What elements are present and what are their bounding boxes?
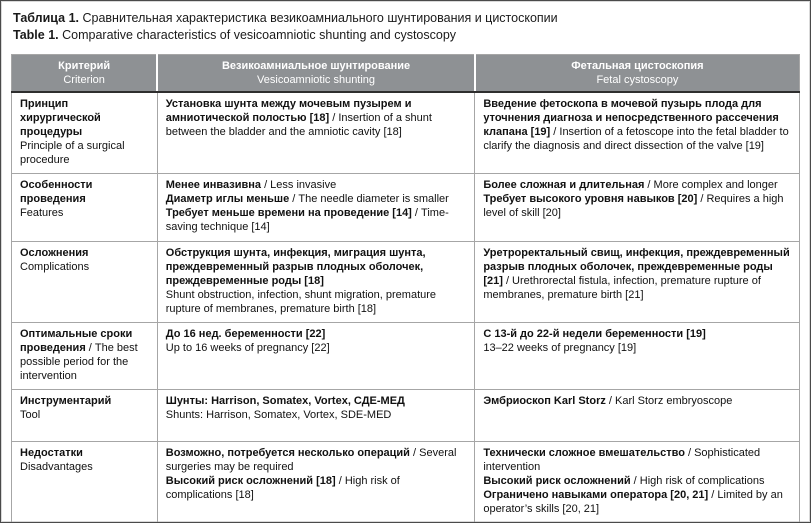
comparison-table — [11, 54, 800, 523]
cell-line: С 13-й до 22-й недели беременности [19] — [483, 327, 706, 340]
cell-vesicoamniotic-shunting — [157, 173, 475, 241]
cell-fetal-cystoscopy — [475, 241, 800, 322]
cell-line: Tool — [20, 408, 41, 421]
cell-vesicoamniotic-shunting — [157, 322, 475, 389]
cell-line: Установка шунта между мочевым пузырем и амниотической полостью [18] / Insertion of a shunt between the bladder and the amniotic cavity [18] — [165, 98, 432, 139]
cell-criterion — [12, 441, 158, 522]
header-cell-fetal-cystoscopy — [475, 54, 800, 92]
cell-vesicoamniotic-shunting — [157, 241, 475, 322]
cell-line: Особенности проведения — [20, 178, 93, 205]
cell-line: Features — [20, 206, 64, 219]
cell-vesicoamniotic-shunting — [157, 441, 475, 522]
header-cell-vesicoamniotic-shunting — [157, 54, 475, 92]
cell-criterion — [12, 322, 158, 389]
header-cystoscopy-ru: Фетальная цистоскопия — [571, 59, 704, 72]
header-cystoscopy-en: Fetal cystoscopy — [596, 73, 679, 86]
cell-fetal-cystoscopy — [475, 322, 800, 389]
caption-line-ru — [13, 10, 800, 27]
cell-criterion — [12, 389, 158, 441]
cell-line: Технически сложное вмешательство / Sophisticated intervention — [483, 446, 761, 473]
cell-line: 13–22 weeks of pregnancy [19] — [483, 341, 637, 354]
cell-fetal-cystoscopy — [475, 441, 800, 522]
cell-line: Диаметр иглы меньше / The needle diameter is smaller — [165, 192, 449, 205]
cell-line: Up to 16 weeks of pregnancy [22] — [165, 341, 330, 354]
table-row — [12, 92, 800, 173]
cell-line: Ограничено навыками оператора [20, 21] / Limited by an operator’s skills [20, 21] — [483, 488, 783, 515]
caption-line-en — [13, 27, 800, 44]
cell-line: Principle of a surgical procedure — [20, 140, 125, 166]
cell-line: Обструкция шунта, инфекция, миграция шунта, преждевременный разрыв плодных оболочек, преждевременные роды [18] — [165, 246, 426, 287]
cell-line: Требует меньше времени на проведение [14] / Time-saving technique [14] — [165, 206, 449, 233]
caption-label-en: Table 1. — [13, 28, 59, 43]
table-caption — [13, 10, 800, 45]
cell-line: Shunt obstruction, infection, shunt migration, premature rupture of membranes, premature birth [18] — [165, 288, 437, 315]
cell-fetal-cystoscopy — [475, 92, 800, 173]
cell-vesicoamniotic-shunting — [157, 389, 475, 441]
cell-fetal-cystoscopy — [475, 173, 800, 241]
cell-line: Принцип хирургической процедуры — [20, 98, 101, 139]
caption-text-ru: Сравнительная характеристика везикоамниального шунтирования и цистоскопии — [82, 11, 558, 25]
table-body — [12, 92, 800, 522]
cell-line: Недостатки — [20, 446, 83, 459]
cell-criterion — [12, 92, 158, 173]
table-row — [12, 173, 800, 241]
header-criterion-ru: Критерий — [58, 59, 111, 72]
caption-label-ru: Таблица 1. — [13, 11, 79, 25]
header-shunting-ru: Везикоамниальное шунтирование — [221, 59, 411, 72]
cell-line: Complications — [20, 260, 90, 273]
caption-text-en: Comparative characteristics of vesicoamniotic shunting and cystoscopy — [62, 28, 457, 43]
header-criterion-en: Criterion — [63, 73, 105, 86]
cell-line: Оптимальные сроки проведения / The best possible period for the intervention — [20, 327, 138, 382]
cell-line: Высокий риск осложнений / High risk of complications — [483, 474, 765, 487]
cell-line: Shunts: Harrison, Somatex, Vortex, SDE-MED — [165, 408, 392, 421]
table-row — [12, 441, 800, 522]
header-cell-criterion — [12, 54, 158, 92]
cell-line: Возможно, потребуется несколько операций / Several surgeries may be required — [165, 446, 457, 473]
table-row — [12, 322, 800, 389]
cell-fetal-cystoscopy — [475, 389, 800, 441]
cell-vesicoamniotic-shunting — [157, 92, 475, 173]
cell-line: Инструментарий — [20, 394, 112, 407]
cell-line: Осложнения — [20, 246, 89, 259]
cell-line: До 16 нед. беременности [22] — [165, 327, 326, 340]
cell-line: Высокий риск осложнений [18] / High risk of complications [18] — [165, 474, 400, 501]
table-row — [12, 389, 800, 441]
cell-line: Шунты: Harrison, Somatex, Vortex, СДЕ-МЕД — [165, 394, 405, 407]
cell-line: Более сложная и длительная / More complex and longer — [483, 178, 778, 191]
cell-criterion — [12, 241, 158, 322]
table-row — [12, 241, 800, 322]
cell-line: Disadvantages — [20, 460, 93, 473]
cell-line: Менее инвазивна / Less invasive — [165, 178, 337, 191]
cell-criterion — [12, 173, 158, 241]
cell-line: Требует высокого уровня навыков [20] / Requires a high level of skill [20] — [483, 192, 784, 219]
header-shunting-en: Vesicoamniotic shunting — [257, 73, 376, 86]
table-header-row — [12, 54, 800, 92]
cell-line: Уретроректальный свищ, инфекция, преждевременный разрыв плодных оболочек, преждевременные роды [21] / Urethrorectal fistula, infection, premature rupture of membranes, premature birth [21] — [483, 246, 790, 301]
cell-line: Эмбриоскоп Karl Storz / Karl Storz embryoscope — [483, 394, 733, 407]
cell-line: Введение фетоскопа в мочевой пузырь плода для уточнения диагноза и непосредственного рассечения клапана [19] / Insertion of a fetoscope into the fetal bladder to clarify the diagnosis and direct dissection of the valve [19] — [483, 98, 789, 152]
